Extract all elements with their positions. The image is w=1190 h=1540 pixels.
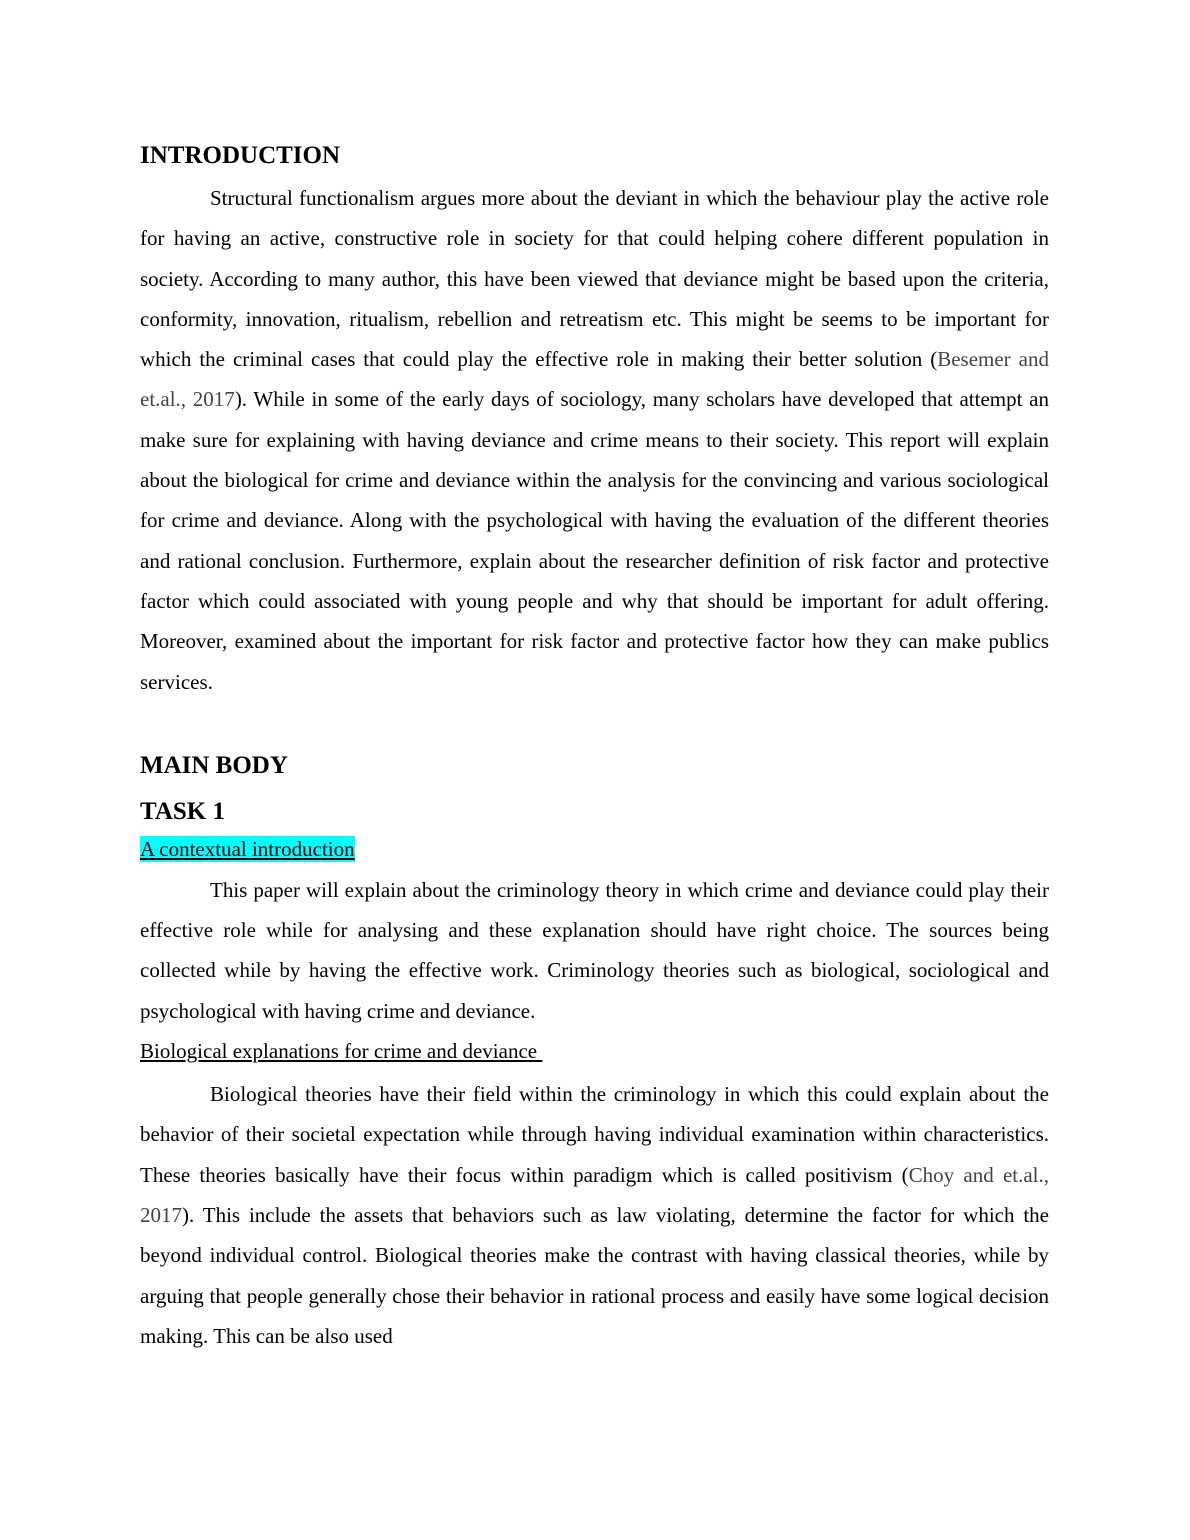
biological-subheading-row [140,1031,1049,1074]
contextual-subheading-row [140,834,1049,870]
biological-text-b: ). This include the assets that behaviors such as law violating, determine the factor for which the beyond individual control. Biological theories make the contrast with having classical theories, while by arguing that people generally chose their behavior in rational process and easily have some logical decision making. This can be also used [140,1202,1049,1348]
citation-choy: Choy and et.al., 2017 [140,1162,1049,1227]
introduction-text-b: ). While in some of the early days of sociology, many scholars have developed that attempt an make sure for explaining with having deviance and crime means to their society. This report will explain about the biological for crime and deviance within the analysis for the convincing and various sociological for crime and deviance. Along with the psychological with having the evaluation of the different theories and rational conclusion. Furthermore, explain about the researcher definition of risk factor and protective factor which could associated with young people and why that should be important for adult offering. Moreover, examined about the important for risk factor and protective factor how they can make publics services. [140,387,1049,694]
task-1-heading: TASK 1 [140,797,225,825]
citation-besemer: Besemer and et.al., 2017 [140,347,1049,412]
biological-explanations-subheading: Biological explanations for crime and deviance [140,1039,543,1064]
introduction-text-a: Structural functionalism argues more about the deviant in which the behaviour play the active role for having an active, constructive role in society for that could helping cohere different population in society. According to many author, this have been viewed that deviance might be based upon the criteria, conformity, innovation, ritualism, rebellion and retreatism etc. This might be seems to be important for which the criminal cases that could play the effective role in making their better solution ( [140,186,1049,372]
main-body-heading: MAIN BODY [140,751,288,779]
introduction-heading: INTRODUCTION [140,142,341,169]
biological-text-a: Biological theories have their field within the criminology in which this could explain about the behavior of their societal expectation while through having individual examination within characteristics. These theories basically have their focus within paradigm which is called positivism ( [140,1082,1049,1187]
document-page [140,138,1049,1356]
contextual-paragraph: This paper will explain about the criminology theory in which crime and deviance could play their effective role while for analysing and these explanation should have right choice. The sources being collected while by having the effective work. Criminology theories such as biological, sociological and psychological with having crime and deviance. [140,877,1049,1023]
contextual-introduction-subheading: A contextual introduction [140,836,355,861]
biological-paragraph [140,1074,1049,1356]
introduction-paragraph [140,178,1049,702]
